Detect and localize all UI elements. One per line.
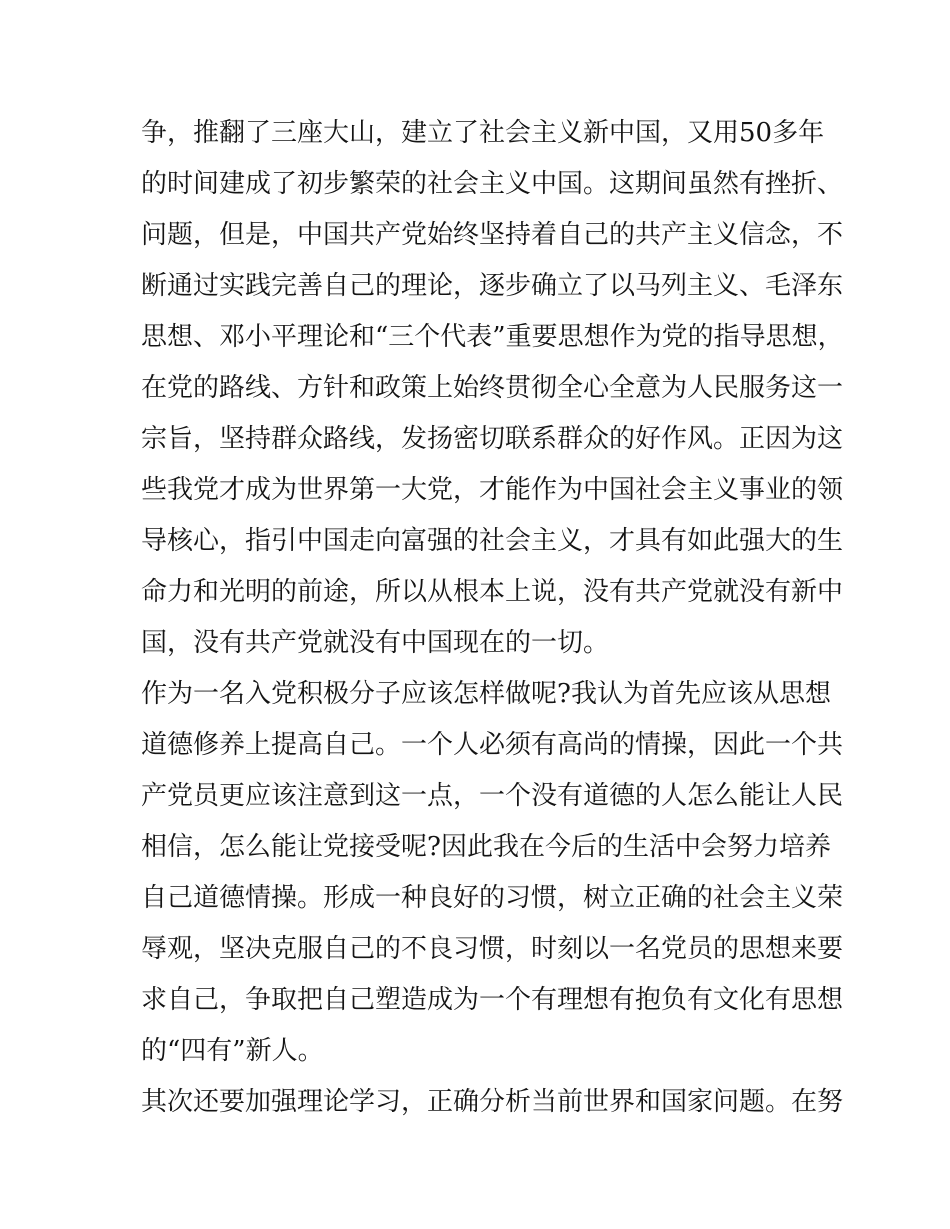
text-line: 些我党才成为世界第一大党，才能作为中国社会主义事业的领 <box>141 475 844 505</box>
text-line: 在党的路线、方针和政策上始终贯彻全心全意为人民服务这一 <box>141 373 844 403</box>
paragraph-3 <box>141 1077 844 1128</box>
text-line: 国，没有共产党就没有中国现在的一切。 <box>141 628 610 658</box>
text-line: 求自己，争取把自己塑造成为一个有理想有抱负有文化有思想 <box>141 985 844 1015</box>
text-line: 相信，怎么能让党接受呢?因此我在今后的生活中会努力培养 <box>141 832 831 862</box>
text-line: 道德修养上提高自己。一个人必须有高尚的情操，因此一个共 <box>141 730 844 760</box>
text-line: 断通过实践完善自己的理论，逐步确立了以马列主义、毛泽东 <box>141 271 844 301</box>
text-line: 的“四有”新人。 <box>141 1036 324 1066</box>
text-line: 作为一名入党积极分子应该怎样做呢?我认为首先应该从思想 <box>141 679 831 709</box>
text-line: 争，推翻了三座大山，建立了社会主义新中国，又用50多年 <box>141 118 825 148</box>
text-line: 产党员更应该注意到这一点，一个没有道德的人怎么能让人民 <box>141 781 844 811</box>
text-line: 问题，但是，中国共产党始终坚持着自己的共产主义信念，不 <box>141 220 844 250</box>
text-line: 其次还要加强理论学习，正确分析当前世界和国家问题。在努 <box>141 1087 844 1117</box>
text-line: 导核心，指引中国走向富强的社会主义，才具有如此强大的生 <box>141 526 844 556</box>
text-line: 思想、邓小平理论和“三个代表”重要思想作为党的指导思想， <box>141 322 844 352</box>
document-body <box>141 108 844 1128</box>
paragraph-1 <box>141 108 844 669</box>
text-line: 宗旨，坚持群众路线，发扬密切联系群众的好作风。正因为这 <box>141 424 844 454</box>
text-line: 的时间建成了初步繁荣的社会主义中国。这期间虽然有挫折、 <box>141 169 844 199</box>
text-line: 自己道德情操。形成一种良好的习惯，树立正确的社会主义荣 <box>141 883 844 913</box>
text-line: 辱观，坚决克服自己的不良习惯，时刻以一名党员的思想来要 <box>141 934 844 964</box>
paragraph-2 <box>141 669 844 1077</box>
text-line: 命力和光明的前途，所以从根本上说，没有共产党就没有新中 <box>141 577 844 607</box>
